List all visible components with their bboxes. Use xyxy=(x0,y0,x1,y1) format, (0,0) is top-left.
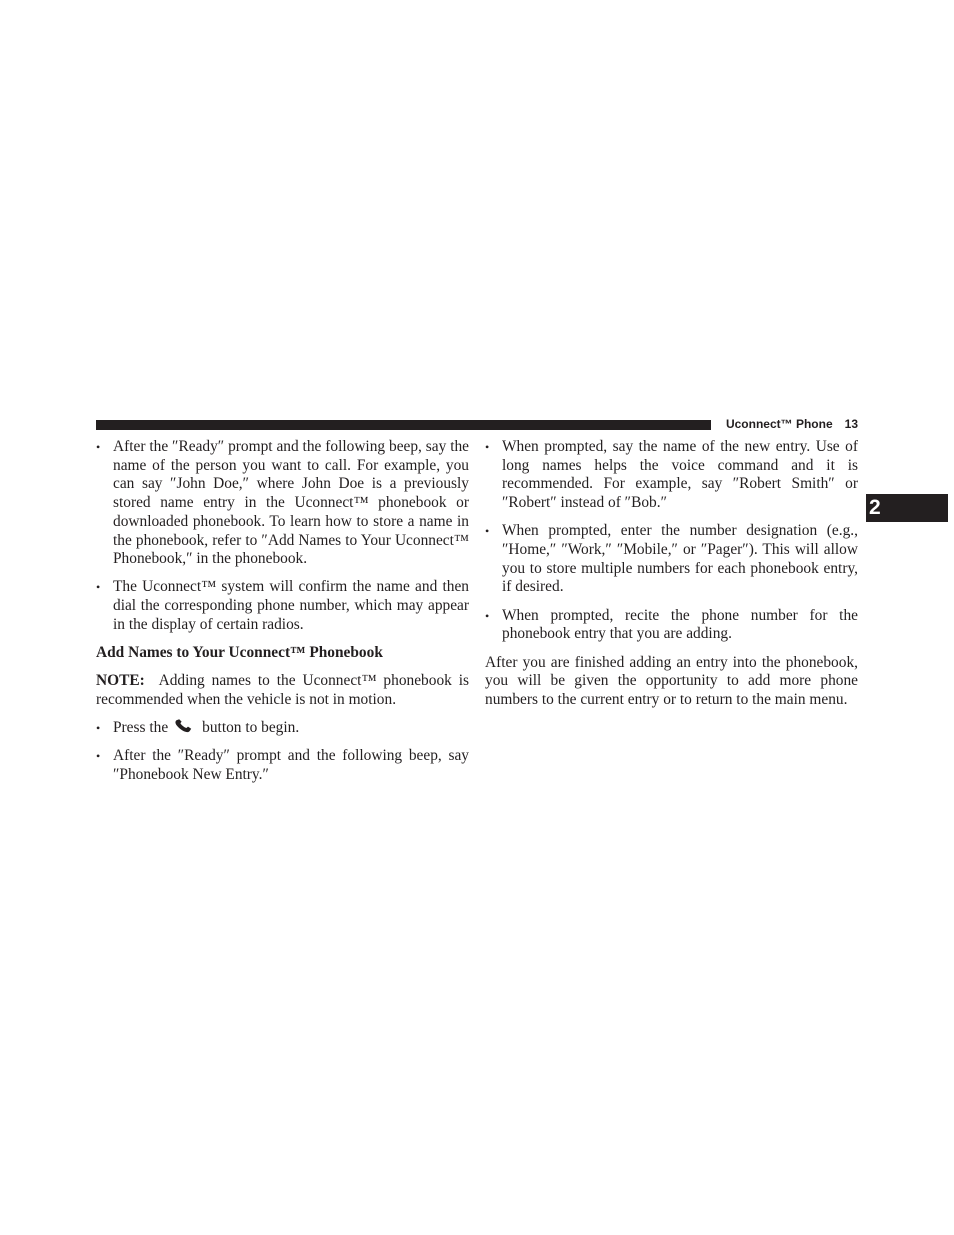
list-item xyxy=(485,522,858,597)
note-paragraph xyxy=(96,672,469,709)
header-rule xyxy=(96,420,711,430)
list-item xyxy=(485,607,858,644)
chapter-tab: 2 xyxy=(866,494,948,522)
bullet-icon: • xyxy=(96,749,101,764)
bullet-icon: • xyxy=(96,440,101,454)
list-item xyxy=(96,747,469,784)
list-item-text: After the ″Ready″ prompt and the following beep, say the name of the person you want to call. For example, you can say ″John Doe,″ where John Doe is a previously stored name entry in the Uconnect™ phonebook or downloaded phonebook. To learn how to store a name in the phonebook, refer to ″Add Names to Your Uconnect™ Phonebook,″ in the phonebook. xyxy=(113,438,469,568)
bullet-icon: • xyxy=(96,721,101,736)
section-heading: Add Names to Your Uconnect™ Phonebook xyxy=(96,644,383,662)
page-number: 13 xyxy=(844,417,858,431)
phone-icon xyxy=(174,719,194,733)
list-item-text: When prompted, recite the phone number for the phonebook entry that you are adding. xyxy=(502,606,858,643)
bullet-icon: • xyxy=(485,440,490,454)
list-item xyxy=(96,578,469,634)
note-label: NOTE: xyxy=(96,672,145,690)
left-column xyxy=(96,438,469,794)
note-text: Adding names to the Uconnect™ phonebook is recommended when the vehicle is not in motion. xyxy=(96,672,470,708)
right-column xyxy=(485,438,858,719)
body-paragraph: After you are finished adding an entry into the phonebook, you will be given the opportunity to add more phone numbers to the current entry or to return to the main menu. xyxy=(485,653,858,708)
running-head xyxy=(726,417,858,431)
list-item-text: After the ″Ready″ prompt and the following beep, say ″Phonebook New Entry.″ xyxy=(113,747,469,784)
list-item-text: When prompted, say the name of the new entry. Use of long names helps the voice command and it is recommended. For example, say ″Robert Smith″ or ″Robert″ instead of ″Bob.″ xyxy=(502,438,858,512)
bullet-icon: • xyxy=(485,608,490,623)
bullet-icon: • xyxy=(96,580,101,595)
list-item-text: The Uconnect™ system will confirm the name and then dial the corresponding phone number, which may appear in the display of certain radios. xyxy=(113,578,469,633)
list-item-text: When prompted, enter the number designation (e.g., ″Home,″ ″Work,″ ″Mobile,″ or ″Pager″). This will allow you to store multiple numbers for each phonebook entry, if desired. xyxy=(502,522,858,596)
list-item xyxy=(96,438,469,569)
list-item-text: button to begin. xyxy=(202,719,300,737)
list-item xyxy=(485,438,858,513)
list-item xyxy=(96,719,469,738)
bullet-icon: • xyxy=(485,524,490,539)
list-item-text: Press the xyxy=(113,719,169,737)
section-title: Uconnect™ Phone xyxy=(725,417,833,431)
